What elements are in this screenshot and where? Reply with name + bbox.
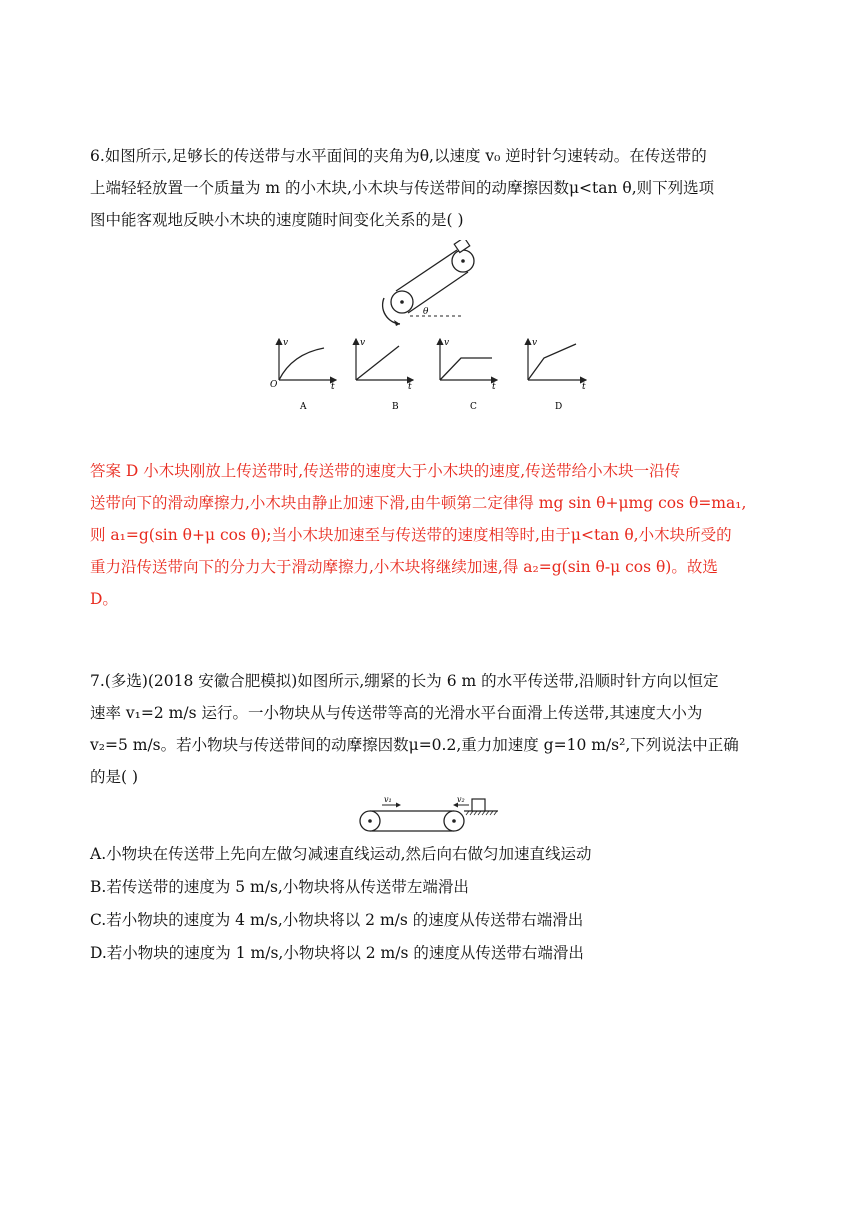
- answer-line-2: 送带向下的滑动摩擦力,小木块由静止加速下滑,由牛顿第二定律得 mg sin θ+μmg cos θ=ma₁,: [90, 494, 747, 512]
- question-7-text: [90, 665, 780, 793]
- question-6-text: [90, 140, 780, 236]
- v2-label: v₂: [457, 795, 465, 804]
- inclined-conveyor-figure: [370, 240, 480, 326]
- q6-line-3: 图中能客观地反映小木块的速度随时间变化关系的是( ): [90, 211, 464, 229]
- answer-line-3: 则 a₁=g(sin θ+μ cos θ);当小木块加速至与传送带的速度相等时,由于μ<tan θ,小木块所受的: [90, 526, 732, 544]
- graph-b-t-label: t: [408, 382, 412, 392]
- vt-graphs: [264, 334, 604, 414]
- q7-line-4: 的是( ): [90, 768, 139, 786]
- graph-a: [270, 338, 336, 412]
- graph-c: [440, 338, 497, 412]
- option-a: A.小物块在传送带上先向左做匀减速直线运动,然后向右做匀加速直线运动: [90, 845, 592, 863]
- option-d: D.若小物块的速度为 1 m/s,小物块将以 2 m/s 的速度从传送带右端滑出: [90, 944, 584, 962]
- graph-a-t-label: t: [331, 382, 335, 392]
- horizontal-conveyor-figure: [356, 792, 502, 836]
- graph-d-v-label: v: [532, 338, 538, 348]
- graph-b: [356, 338, 413, 412]
- graph-c-label: C: [470, 402, 477, 412]
- graph-d-t-label: t: [582, 382, 586, 392]
- graph-b-v-label: v: [360, 338, 366, 348]
- answer-line-1: 答案 D 小木块刚放上传送带时,传送带的速度大于小木块的速度,传送带给小木块一沿传: [90, 462, 681, 480]
- q7-line-2: 速率 v₁=2 m/s 运行。一小物块从与传送带等高的光滑水平台面滑上传送带,其速度大小为: [90, 704, 703, 722]
- option-c: C.若小物块的速度为 4 m/s,小物块将以 2 m/s 的速度从传送带右端滑出: [90, 911, 584, 929]
- answer-line-5: D。: [90, 590, 118, 608]
- graph-a-label: A: [300, 402, 307, 412]
- graph-b-label: B: [392, 402, 399, 412]
- option-b: B.若传送带的速度为 5 m/s,小物块将从传送带左端滑出: [90, 878, 469, 896]
- q6-line-1: 6.如图所示,足够长的传送带与水平面间的夹角为θ,以速度 v₀ 逆时针匀速转动。在传送带的: [90, 147, 707, 165]
- graph-d-label: D: [555, 402, 563, 412]
- theta-label: θ: [423, 307, 429, 317]
- graph-a-v-label: v: [283, 338, 289, 348]
- answer-line-4: 重力沿传送带向下的分力大于滑动摩擦力,小木块将继续加速,得 a₂=g(sin θ-μ cos θ)。故选: [90, 558, 718, 576]
- q7-line-3: v₂=5 m/s。若小物块与传送带间的动摩擦因数μ=0.2,重力加速度 g=10 m/s²,下列说法中正确: [90, 736, 739, 754]
- v1-label: v₁: [384, 795, 392, 804]
- q7-line-1: 7.(多选)(2018 安徽合肥模拟)如图所示,绷紧的长为 6 m 的水平传送带,沿顺时针方向以恒定: [90, 672, 719, 690]
- q6-line-2: 上端轻轻放置一个质量为 m 的小木块,小木块与传送带间的动摩擦因数μ<tan θ,则下列选项: [90, 179, 715, 197]
- answer-6-text: [90, 455, 780, 615]
- graph-c-v-label: v: [444, 338, 450, 348]
- graph-a-origin-label: O: [270, 380, 278, 390]
- graph-d: [528, 338, 586, 412]
- graph-c-t-label: t: [492, 382, 496, 392]
